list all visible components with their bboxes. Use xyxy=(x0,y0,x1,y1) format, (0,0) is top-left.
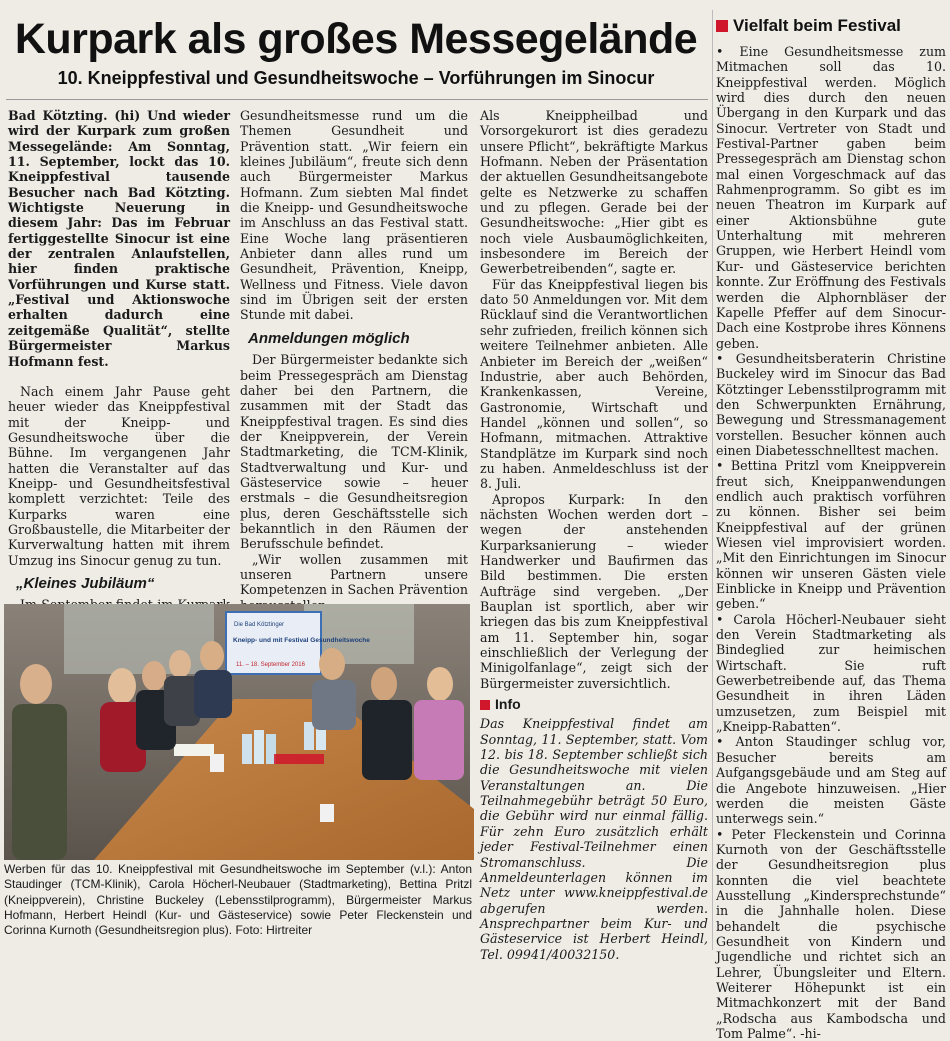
photo-caption: Werben für das 10. Kneippfestival mit Gesundheitswoche im September (v.l.): Anton Staudinger (TCM-Klinik), Carola Höcherl-Neubauer (Stadtmarketing), Bettina Pritzl (Kneippverein), Christine Buckeley (Lebensstilprogramm), Bürgermeister Markus Hofmann, Herbert Heindl (Kur- und Gästeservice) sowie Peter Fleckenstein und Corinna Kurnoth (Gesundheitsregion plus). Foto: Hirtreiter xyxy=(4,862,472,938)
article-paragraph: Als Kneippheilbad und Vorsorgekurort ist dies geradezu unsere Pflicht“, bekräftigte Markus Hofmann. Neben der Präsentation der aktuellen Gesundheitsangebote gelte es Netzwerke zu schaffen und zu pflegen. Gerade bei der Gesundheitswoche: „Hier gibt es noch viele Ausbaumöglichkeiten, insbesondere im Bereich der Gewerbetreibenden“, sagte er. xyxy=(480,108,708,277)
red-square-icon xyxy=(480,700,490,710)
article-column-1 xyxy=(8,108,230,643)
article-paragraph: Für das Kneippfestival liegen bis dato 50 Anmeldungen vor. Mit dem Rücklauf sind die Verantwortlichen sehr zufrieden, freilich können sich weitere Teilnehmer anbieten. Alle Anbieter im Bereich der „weißen“ Industrie, aber auch Behörden, Krankenkassen, Vereine, Gastronomie, Wirtschaft und Handel „können und sollen“, so Hofmann, mitmachen. Attraktive Standplätze im Kurpark sind noch zu haben. Anmeldeschluss ist der 8. Juli. xyxy=(480,276,708,492)
article-paragraph: „Wir wollen zusammen mit unseren Partnern unsere Kompetenzen in Sachen Prävention xyxy=(240,551,468,598)
sidebar-column xyxy=(716,44,946,1041)
divider xyxy=(6,99,708,100)
column-divider xyxy=(712,10,713,950)
banner-text-title: Kneipp- und mit Festival Gesundheitswoche xyxy=(233,637,370,644)
banner-text-small: Die Bad Kötztinger xyxy=(234,622,285,628)
red-square-icon xyxy=(716,20,728,32)
info-label: Info xyxy=(495,696,521,713)
info-box xyxy=(480,697,708,962)
sidebar-item: • Anton Staudinger schlug vor, Besucher bereits am Aufgangsgebäude und am Steg auf die Angebote hinzuweisen. „Hier werden die meisten Gäste unterwegs sein.“ xyxy=(716,734,946,827)
article-headline: Kurpark als großes Messegelände xyxy=(14,15,698,63)
article-paragraph: Gesundheitsmesse rund um die Themen Gesundheit und Prävention statt. „Wir feiern ein kleines Jubiläum“, freute sich denn auch Bürgermeister Markus Hofmann. Zum siebten Mal findet die Kneipp- und Gesundheitswoche im Anschluss an das Festival statt. Eine Woche lang präsentieren Anbieter dann alles rund um Gesundheit, Prävention, Kneipp, Wellness und Fitness. Viele davon sind im Übrigen seit der ersten Stunde mit dabei. xyxy=(240,108,468,323)
sidebar-item: • Carola Höcherl-Neubauer sieht den Verein Stadtmarketing als Bindeglied zur heimischen Wirtschaft. Sie ruft Gewerbetreibende auf, das Thema Gesundheit in ihren Läden umzusetzen, zum Beispiel mit „Kneipp-Rabatten“. xyxy=(716,611,946,735)
sidebar-title xyxy=(716,16,948,36)
sidebar-item: • Bettina Pritzl vom Kneippverein freut sich, Kneippanwendungen endlich auch praktisch vorführen zu können. Bisher sei beim Kneippfestival auf der grünen Wiesen viel improvisiert worden. „Mit den Einrichtungen im Sinocur können wir unseren Gästen viele Einblicke in Kneipp und Prävention geben.“ xyxy=(716,458,946,612)
sidebar-item: • Eine Gesundheitsmesse zum Mitmachen soll das 10. Kneippfestival werden. Möglich wird dies durch den neuen Übergang in den Kurpark und das Sinocur. Vertreter von Stadt und Festival-Partner gaben beim Pressegespräch am Dienstag schon mal einen Vorgeschmack auf das Rahmenprogramm. So gibt es im neuen Theatron im Kurpark auf einer Aktionsbühne gute Unterhaltung mit mehreren Gruppen, wie Herbert Heindl vom Kur- und Gästeservice berichten konnte. Zur Eröffnung des Festivals werden die Alphornbläser der Kapelle Pfeffer auf dem Sinocur-Dach eine Kostprobe ihres Könnens geben. xyxy=(716,44,946,351)
sidebar-title-text: Vielfalt beim Festival xyxy=(733,16,901,35)
article-lead: Bad Kötzting. (hi) Und wieder wird der Kurpark zum großen Messegelände: Am Sonntag, 11. September, lockt das 10. Kneippfestival tausende Besucher nach Bad Kötzting. Wichtigste Neuerung in diesem Jahr: Das im Februar fertiggestellte Sinocur ist eine der zentralen Anlaufstellen, hier finden praktische Vorführungen und Kurse statt. „Festival und Aktionswoche erhalten dadurch eine zeitgemäße Qualität“, stellte Bürgermeister Markus Hofmann fest. xyxy=(8,108,230,369)
subheading: Anmeldungen möglich xyxy=(248,329,410,347)
article-subhead: 10. Kneippfestival und Gesundheitswoche – Vorführungen im Sinocur xyxy=(57,68,655,88)
article-column-3 xyxy=(480,108,708,962)
article-column-2 xyxy=(240,108,468,613)
info-text: Das Kneippfestival findet am Sonntag, 11. September, statt. Vom 12. bis 18. September schließt sich die Gesundheitswoche mit vielen Veranstaltungen an. Die Teilnahmegebühr beträgt 50 Euro, die Gebühr wird nur einmal fällig. Für zehn Euro zusätzlich erhält jeder Festival-Teilnehmer einen Stromanschluss. Die Anmeldeunterlagen können im Netz unter www.kneippfestival.de abgerufen werden. Ansprechpartner beim Kur- und Gästeservice ist Herbert Heindl, Tel. 09941/40032150. xyxy=(480,716,708,962)
sidebar-item: • Peter Fleckenstein und Corinna Kurnoth von der Geschäftsstelle der Gesundheitsregion plus konnten die viel beachtete Ausstellung „Kindersprechstunde“ in die Jahnhalle holen. Diese behandelt die psychische Gesundheit von Kindern und Jugendliche und richtet sich an Lehrer, Übungsleiter und Eltern. Weiterer Höhepunkt ist ein Mitmachkonzert mit der Band „Rodscha aus Kambodscha und Tom Palme“. -hi- xyxy=(716,826,946,1041)
article-paragraph: Apropos Kurpark: In den nächsten Wochen werden dort – wegen der anstehenden Kurparksanierung – wieder Handwerker und Baufirmen das Bild bestimmen. Die ersten Aufträge sind vergeben. „Der Bauplan ist sportlich, aber wir kriegen das bis zum Kneippfestival am 11. September hin, sogar einschließlich der Verlegung der Minigolfanlage“, zeigt sich der Bürgermeister zuversichtlich. xyxy=(480,491,708,691)
article-paragraph: Der Bürgermeister bedankte sich beim Pressegespräch am Dienstag daher bei den Partnern, die zusammen mit der Stadt das Kneippfestival tragen. Es sind dies der Kneippverein, der Verein Stadtmarketing, die TCM-Klinik, Stadtverwaltung und Kur- und Gästeservice sowie – heuer erstmals – die Gesundheitsregion plus, deren Geschäftsstelle sich bekanntlich in den Räumen der Berufsschule befindet. xyxy=(240,352,468,552)
sidebar-item: • Gesundheitsberaterin Christine Buckeley wird im Sinocur das Bad Kötztinger Lebensstilprogramm mit den Schwerpunkten Ernährung, Bewegung und Stressmanagement vorstellen. Besucher können auch einen Diabetesschnelltest machen. xyxy=(716,350,946,458)
banner-text-date: 11. – 18. September 2016 xyxy=(236,662,305,668)
info-heading xyxy=(480,697,708,712)
article-paragraph: Nach einem Jahr Pause geht heuer wieder das Kneippfestival mit der Kneipp- und Gesundheitswoche über die Bühne. Im vergangenen Jahr hatten die Veranstalter auf das Kneipp- und Gesundheitsfestival komplett verzichtet: Teile des Kurparks waren eine Großbaustelle, die Mitarbeiter der Kurverwaltung hatten mit ihrem Umzug ins Sinocur genug zu tun. xyxy=(8,383,230,568)
press-photo xyxy=(4,604,470,860)
photo-illustration xyxy=(4,604,470,860)
subheading: „Kleines Jubiläum“ xyxy=(16,574,155,592)
